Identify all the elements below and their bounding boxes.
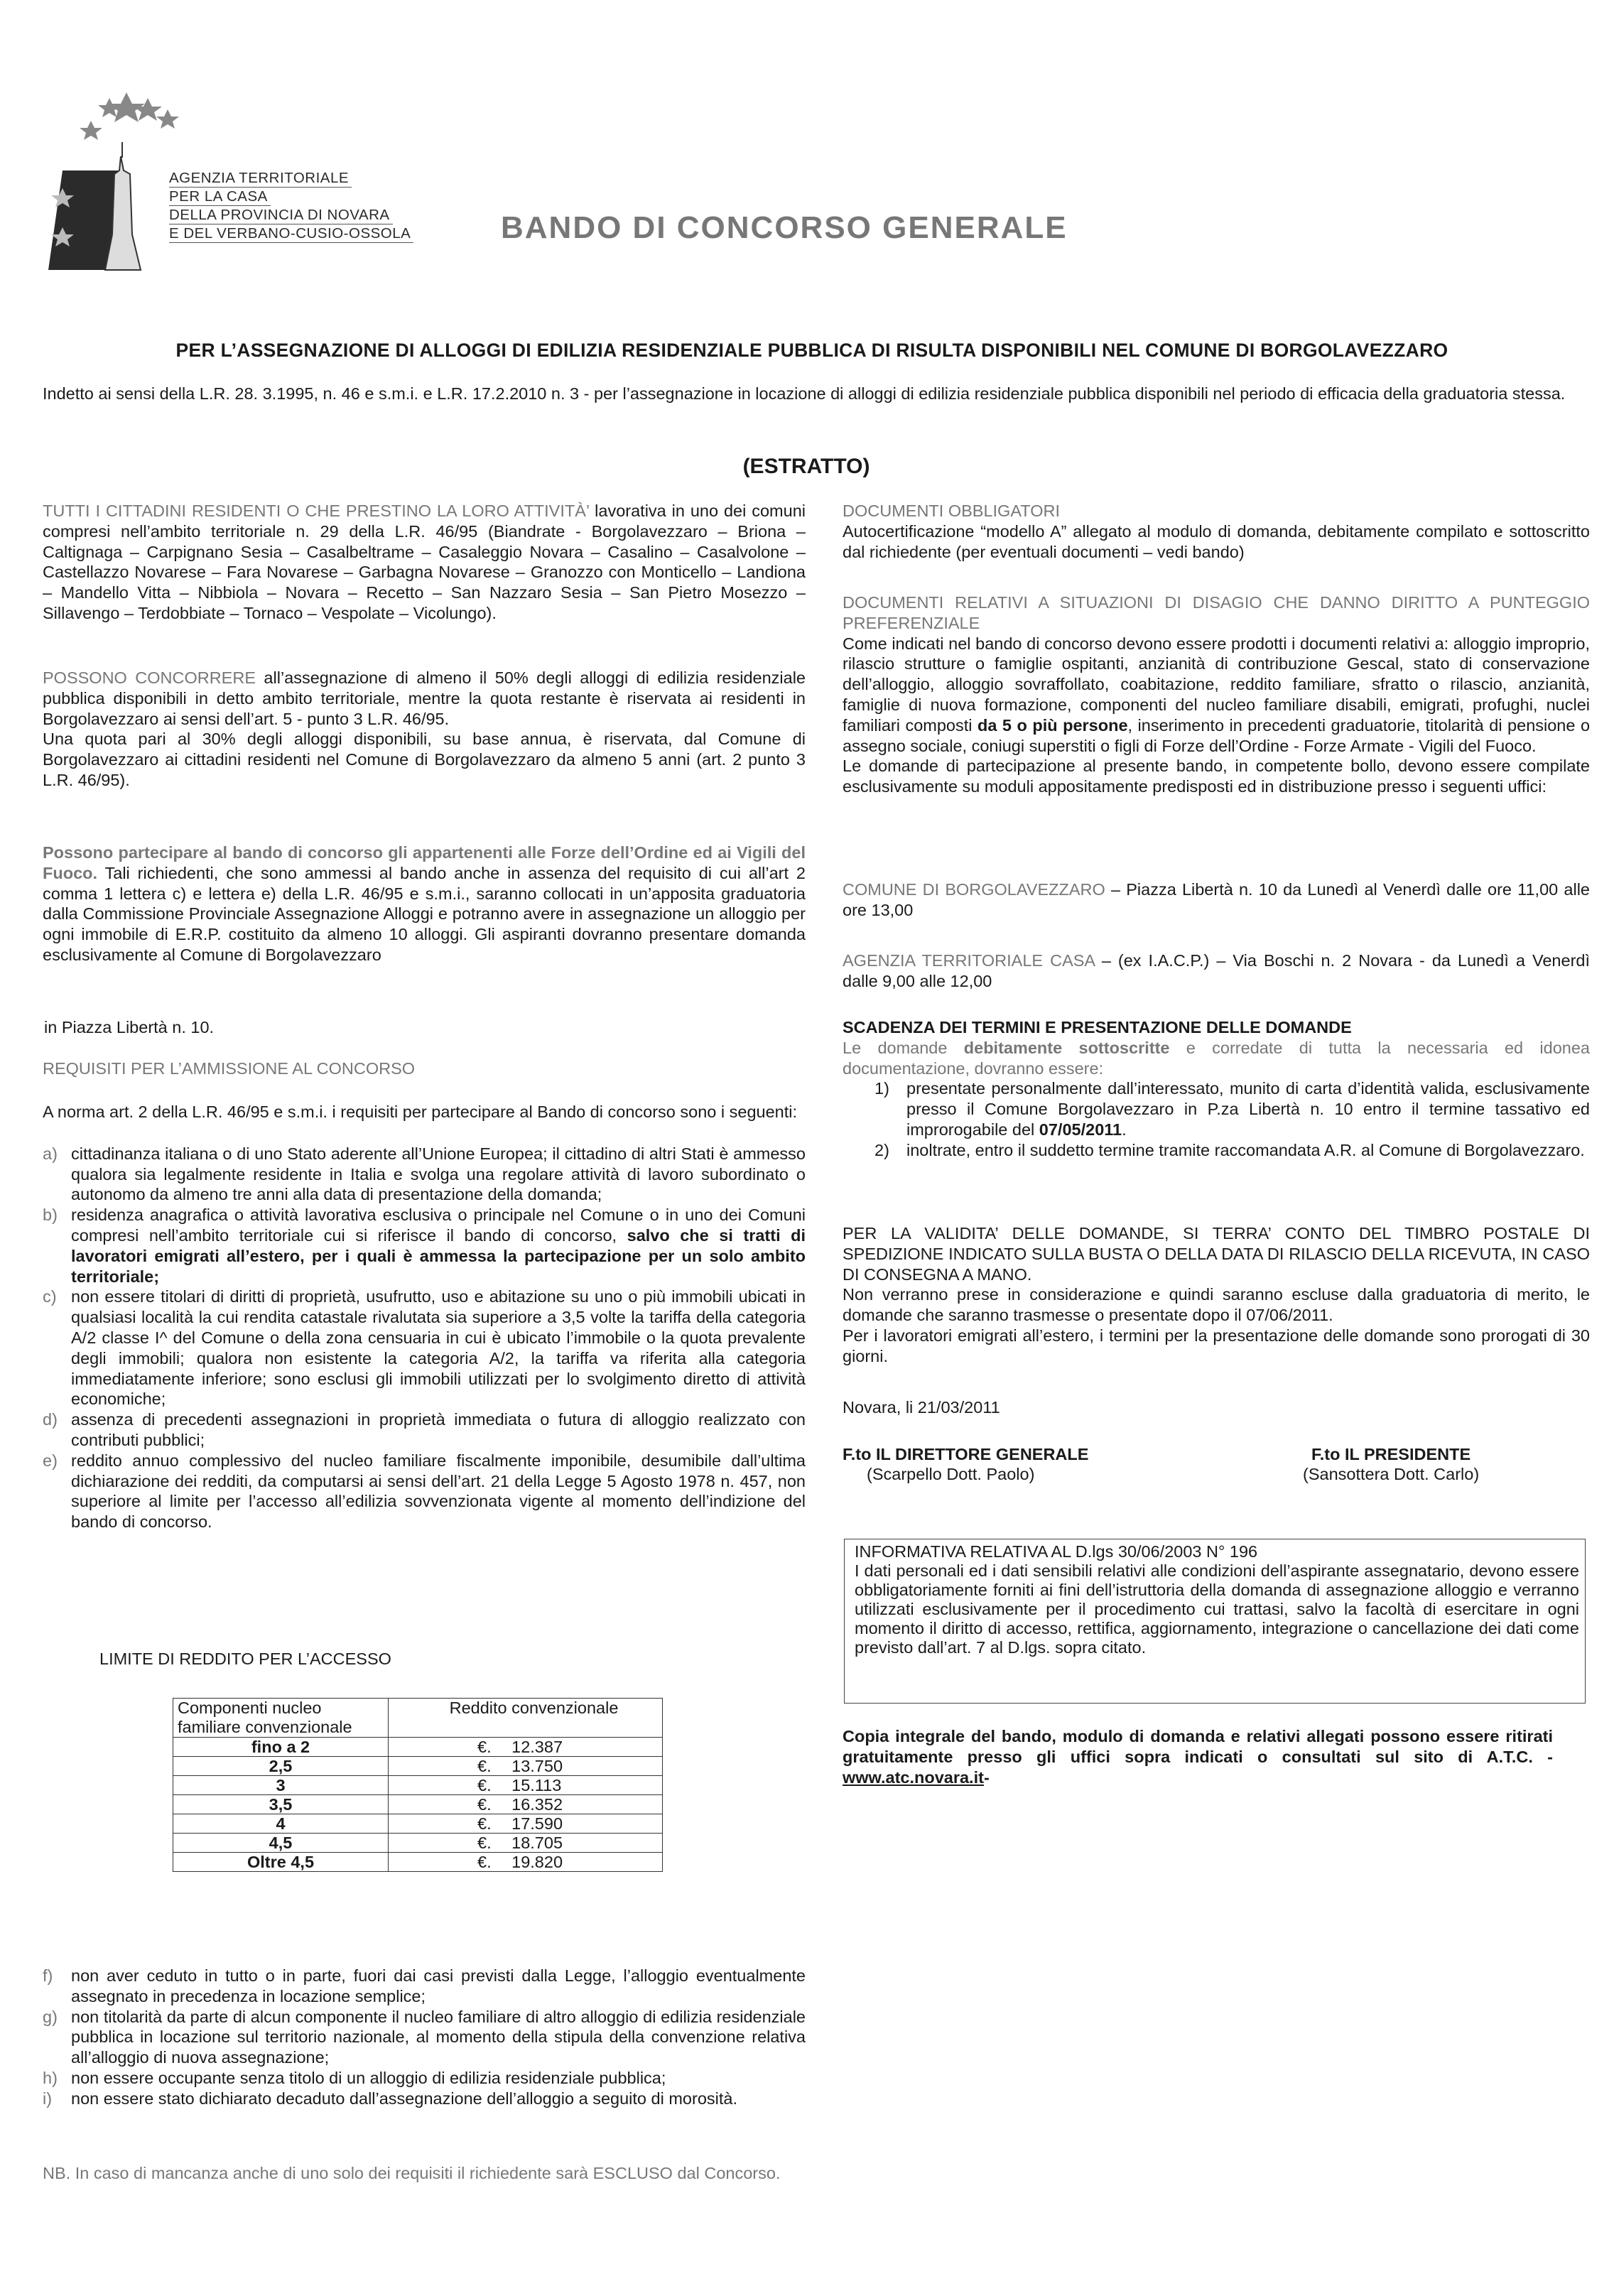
table-header-row xyxy=(173,1699,663,1738)
currency: €. xyxy=(477,1853,492,1871)
requisito-h xyxy=(43,2068,806,2089)
comune-paragraph xyxy=(843,879,1590,921)
table-cell: 4 xyxy=(173,1814,389,1834)
requisito-a xyxy=(43,1144,806,1205)
table-cell: 2,5 xyxy=(173,1757,389,1776)
link-suffix: - xyxy=(983,1767,990,1787)
list-label: e) xyxy=(43,1451,58,1470)
validita-block xyxy=(843,1223,1590,1367)
deadline-date: 07/05/2011 xyxy=(1039,1120,1122,1139)
forze-heading: Possono partecipare al bando di concorso gli appartenenti alle Forze dell’Ordine ed ai Vigili del Fuoco. xyxy=(43,843,806,882)
requisiti-intro: A norma art. 2 della L.R. 46/95 e s.m.i. i requisiti per partecipare al Bando di concorso sono i seguenti: xyxy=(43,1103,797,1121)
list-label: g) xyxy=(43,2007,58,2026)
informativa-heading: INFORMATIVA RELATIVA AL D.lgs 30/06/2003 N° 196 xyxy=(855,1542,1258,1561)
requisiti-block xyxy=(43,1102,806,1532)
currency: €. xyxy=(477,1795,492,1814)
list-text: inoltrate, entro il suddetto termine tramite raccomandata A.R. al Comune di Borgolavezzaro. xyxy=(906,1140,1585,1159)
list-text: cittadinanza italiana o di uno Stato aderente all’Unione Europea; il cittadino di altri Stati è ammesso qualora sia legalmente residente in Italia e svolga una regolare attività di lavoro subordinato o autonomo da almeno tre anni alla data di presentazione della domanda; xyxy=(71,1144,806,1204)
logo-text xyxy=(169,169,413,243)
documenti-body: Autocertificazione “modello A” allegato al modulo di domanda, debitamente compilato e sottoscritto dal richiedente (per eventuali documenti – vedi bando) xyxy=(843,521,1590,561)
forze-paragraph xyxy=(43,843,806,965)
table-cell: 18.705 xyxy=(511,1834,563,1852)
list-text: assenza di precedenti assegnazioni in proprietà immediata o futura di alloggio realizzato con contributi pubblici; xyxy=(71,1410,806,1449)
disagio-text-bold: da 5 o più persone xyxy=(977,715,1128,735)
currency: €. xyxy=(477,1814,492,1833)
list-text: non essere stato dichiarato decaduto dall’assegnazione dell’alloggio a seguito di morosità. xyxy=(71,2089,737,2108)
scadenza-block xyxy=(843,1017,1590,1161)
disagio-text: Come indicati nel bando di concorso devono essere prodotti i documenti relativi a: alloggio improprio, rilascio strutture o famiglie ospitanti, anzianità di contribuzione Gescal, stato di conservazione dell’alloggio, alloggio sovraffollato, coabitazione, reddito familiare, sfratto o rilascio, anzianità, famiglie di nuova formazione, componenti del nucleo familiare disabili, emigrati, profughi, nuclei familiari composti xyxy=(843,634,1590,735)
agenzia-block xyxy=(843,951,1590,992)
logo-emblem-icon xyxy=(41,92,183,277)
tutti-body: lavorativa in uno dei comuni compresi nell’ambito territoriale n. 29 della L.R. 46/95 (Biandrate - Borgolavezzaro – Briona – Caltignaga – Carpignano Sesia – Casalbeltrame – Casaleggio Novara – Casalino – Casalvolone – Castellazzo Novarese – Fara Novarese – Garbagna Novarese – Granozzo con Monticello – Landiona – Mandello Vitta – Nibbiola – Novara – Recetto – San Nazzaro Sesia – San Pietro Mosezzo – Sillavengo – Terdobbiate – Tornaco – Vespolate – Vicolungo). xyxy=(43,502,806,622)
disagio-heading: DOCUMENTI RELATIVI A SITUAZIONI DI DISAGIO CHE DANNO DIRITTO A PUNTEGGIO PREFERENZIALE xyxy=(843,593,1590,632)
currency: €. xyxy=(477,1776,492,1794)
list-text: non titolarità da parte di alcun componente il nucleo familiare di altro alloggio di edilizia residenziale pubblica in locazione sul territorio nazionale, al momento della stipula della convenzione relativa all’alloggio di nuova assegnazione; xyxy=(71,2007,806,2067)
informativa-body: I dati personali ed i dati sensibili relativi alle condizioni dell’aspirante assegnatario, devono essere obbligatoriamente forniti ai fini dell’istruttoria della domanda di assegnazione alloggio e verranno utilizzati esclusivamente per il procedimento cui trattasi, salvo la facoltà di esercitare in ogni momento il diritto di accesso, rettifica, aggiornamento, integrazione o cancellazione dei dati come previsto dall’art. 7 al D.lgs. sopra citato. xyxy=(855,1561,1579,1657)
estratto-heading: (ESTRATTO) xyxy=(742,455,870,478)
logo-line: E DEL VERBANO-CUSIO-OSSOLA xyxy=(169,224,413,243)
list-label: a) xyxy=(43,1144,58,1163)
table-cell: 15.113 xyxy=(511,1776,562,1794)
table-row xyxy=(173,1795,663,1814)
list-label: c) xyxy=(43,1287,57,1306)
table-cell: 17.590 xyxy=(511,1814,563,1833)
list-text: residenza anagrafica o attività lavorativa esclusiva o principale nel Comune o in uno dei Comuni compresi nell’ambito territoriale cui si riferisce il bando di concorso, xyxy=(71,1206,806,1245)
currency: €. xyxy=(477,1834,492,1852)
list-label: 2) xyxy=(874,1140,889,1159)
table-row xyxy=(173,1776,663,1795)
scadenza-text: e corredate di tutta la necessaria ed idonea documentazione, dovranno essere: xyxy=(843,1038,1590,1078)
table-cell: 13.750 xyxy=(511,1757,563,1775)
disagio-block xyxy=(843,592,1590,797)
scadenza-heading: SCADENZA DEI TERMINI E PRESENTAZIONE DELLE DOMANDE xyxy=(843,1018,1352,1036)
table-cell: 16.352 xyxy=(511,1795,563,1814)
copia-block xyxy=(843,1726,1553,1787)
logo-line: PER LA CASA xyxy=(169,188,271,206)
agenzia-text: – (ex I.A.C.P.) – Via Boschi n. 2 Novara - da Lunedì a Venerdì dalle 9,00 alle 12,00 xyxy=(843,951,1590,990)
logo-line: AGENZIA TERRITORIALE xyxy=(169,169,352,188)
piazza-text: in Piazza Libertà n. 10. xyxy=(44,1018,215,1036)
currency: €. xyxy=(477,1738,492,1756)
informativa-box xyxy=(844,1539,1586,1704)
table-cell: 12.387 xyxy=(511,1738,563,1756)
table-cell: 3 xyxy=(173,1776,389,1795)
forze-body: Tali richiedenti, che sono ammessi al bando anche in assenza del requisito di cui all’art 2 comma 1 lettera c) e lettera e) della L.R. 46/95 e s.m.i., saranno collocati in un’apposita graduatoria dalla Commissione Provinciale Assegnazione Alloggi e potranno avere in assegnazione un alloggio per ogni immobile di E.R.P. costituito da almeno 10 alloggi. Gli aspiranti dovranno presentare domanda esclusivamente al Comune di Borgolavezzaro xyxy=(43,863,806,964)
piazza-line xyxy=(43,1017,806,1038)
list-label: i) xyxy=(43,2089,53,2108)
copia-text: Copia integrale del bando, modulo di domanda e relativi allegati possono essere ritirati gratuitamente presso gli uffici sopra indicati o consultati sul sito di A.T.C. - xyxy=(843,1727,1553,1766)
documenti-block xyxy=(843,501,1590,562)
requisito-f xyxy=(43,1966,806,2007)
requisito-b xyxy=(43,1205,806,1287)
quota-paragraph: Una quota pari al 30% degli alloggi disponibili, su base annua, è riservata, dal Comune di Borgolavezzaro ai cittadini residenti nel Comune di Borgolavezzaro da almeno 5 anni (art. 2 punto 3 L.R. 46/95). xyxy=(43,730,806,789)
requisiti-heading: REQUISITI PER L’AMMISSIONE AL CONCORSO xyxy=(43,1059,416,1078)
list-label: f) xyxy=(43,1966,53,1985)
comune-text: – Piazza Libertà n. 10 da Lunedì al Venerdì dalle ore 11,00 alle ore 13,00 xyxy=(843,880,1590,919)
emigrati-paragraph: Per i lavoratori emigrati all’estero, i termini per la presentazione delle domande sono prorogati di 30 giorni. xyxy=(843,1326,1590,1365)
domande-paragraph: Le domande di partecipazione al presente bando, in competente bollo, devono essere compilate esclusivamente su moduli appositamente predisposti ed in distribuzione presso i seguenti uffici: xyxy=(843,757,1590,796)
signature-director-title: F.to IL DIRETTORE GENERALE xyxy=(843,1445,1089,1463)
documenti-heading: DOCUMENTI OBBLIGATORI xyxy=(843,502,1060,520)
table-row xyxy=(173,1757,663,1776)
table-row xyxy=(173,1738,663,1757)
table-cell: 4,5 xyxy=(173,1834,389,1853)
possono-body: all’assegnazione di almeno il 50% degli alloggi di edilizia residenziale pubblica disponibili in detto ambito territoriale, mentre la quota restante è riservata ai residenti in Borgolavezzaro ai sensi dell’art. 5 - punto 3 L.R. 46/95. xyxy=(43,668,806,728)
list-label: d) xyxy=(43,1410,58,1429)
list-label: h) xyxy=(43,2068,58,2087)
requisito-c xyxy=(43,1287,806,1409)
table-header: Componenti nucleo familiare convenzionale xyxy=(173,1699,389,1738)
requisiti-block-2 xyxy=(43,1966,806,2109)
table-row xyxy=(173,1853,663,1872)
period: . xyxy=(1122,1120,1127,1139)
scadenza-item-2 xyxy=(843,1140,1590,1161)
indetto-paragraph: Indetto ai sensi della L.R. 28. 3.1995, n. 46 e s.m.i. e L.R. 17.2.2010 n. 3 - per l’assegnazione in locazione di alloggi di edilizia residenziale pubblica disponibili nel periodo di efficacia della graduatoria stessa. xyxy=(43,384,1566,403)
requisiti-heading-block xyxy=(43,1058,806,1079)
possono-heading: POSSONO CONCORRERE xyxy=(43,668,256,687)
requisito-d xyxy=(43,1409,806,1451)
page-title: BANDO DI CONCORSO GENERALE xyxy=(501,210,1068,245)
possono-paragraph xyxy=(43,668,806,729)
signature-president-name: (Sansottera Dott. Carlo) xyxy=(1303,1465,1480,1483)
scadenza-text: Le domande xyxy=(843,1038,964,1057)
scadenza-text-bold: debitamente sottoscritte xyxy=(963,1038,1170,1057)
list-label: b) xyxy=(43,1206,58,1225)
disagio-text: , inserimento in precedenti graduatorie, titolarità di pensione o assegno sociale, coniugi superstiti o figli di Forze dell’Ordine - Forze Armate - Vigili del Fuoco. xyxy=(843,715,1591,755)
list-label: 1) xyxy=(874,1079,889,1098)
tutti-paragraph xyxy=(43,501,806,624)
list-text: reddito annuo complessivo del nucleo familiare fiscalmente imponibile, desumibile dall’ultima dichiarazione dei redditi, da computarsi ai sensi dell’art. 21 della Legge 5 Agosto 1978 n. 457, non superiore al limite per l’accesso all’edilizia sovvenzionata vigente al momento dell’indizione del bando di concorso. xyxy=(71,1451,806,1532)
table-header: Reddito convenzionale xyxy=(389,1699,663,1738)
scadenza-item-1 xyxy=(843,1078,1590,1139)
agenzia-heading: AGENZIA TERRITORIALE CASA xyxy=(843,951,1095,970)
scadenza-paragraph xyxy=(843,1038,1590,1079)
requisito-e xyxy=(43,1451,806,1532)
comune-block xyxy=(843,879,1590,921)
nb-note: NB. In caso di mancanza anche di uno solo dei requisiti il richiedente sarà ESCLUSO dal Concorso. xyxy=(43,2164,781,2182)
currency: €. xyxy=(477,1757,492,1775)
limite-heading: LIMITE DI REDDITO PER L’ACCESSO xyxy=(99,1650,391,1668)
comune-heading: COMUNE DI BORGOLAVEZZARO xyxy=(843,880,1105,899)
agenzia-paragraph xyxy=(843,951,1590,992)
table-cell: 3,5 xyxy=(173,1795,389,1814)
validita-paragraph: PER LA VALIDITA’ DELLE DOMANDE, SI TERRA’ CONTO DEL TIMBRO POSTALE DI SPEDIZIONE INDICATO SULLA BUSTA O DELLA DATA DI RILASCIO DELLA RICEVUTA, IN CASO DI CONSEGNA A MANO. xyxy=(843,1224,1590,1284)
subtitle: PER L’ASSEGNAZIONE DI ALLOGGI DI EDILIZIA RESIDENZIALE PUBBLICA DI RISULTA DISPONIBILI NEL COMUNE DI BORGOLAVEZZARO xyxy=(175,340,1448,361)
signature-director-name: (Scarpello Dott. Paolo) xyxy=(867,1465,1035,1483)
requisito-g xyxy=(43,2007,806,2068)
forze-block xyxy=(43,843,806,965)
non-verranno-paragraph: Non verranno prese in considerazione e quindi saranno escluse dalla graduatoria di merito, le domande che saranno trasmesse o presentate dopo il 07/06/2011. xyxy=(843,1285,1590,1325)
list-text: non aver ceduto in tutto o in parte, fuori dai casi previsti dalla Legge, l’alloggio eventualmente assegnato in precedenza in locazione semplice; xyxy=(71,1966,806,2005)
atc-logo xyxy=(41,92,439,277)
list-text-bold: salvo che si tratti di lavoratori emigrati all’estero, per i quali è ammessa la partecipazione per un solo ambito territoriale; xyxy=(71,1225,806,1286)
possono-block xyxy=(43,668,806,791)
income-table xyxy=(173,1698,663,1872)
list-text: presentate personalmente dall’interessato, munito di carta d’identità valida, esclusivamente presso il Comune Borgolavezzaro in P.za Libertà n. 10 entro il termine tassativo ed improrogabile del xyxy=(906,1079,1590,1139)
list-text: non essere occupante senza titolo di un alloggio di edilizia residenziale pubblica; xyxy=(71,2068,666,2087)
nb-block xyxy=(43,2163,806,2184)
left-column xyxy=(43,501,806,624)
disagio-paragraph xyxy=(843,634,1590,757)
tutti-heading: TUTTI I CITTADINI RESIDENTI O CHE PRESTINO LA LORO ATTIVITÀ’ xyxy=(43,502,590,520)
table-cell: Oltre 4,5 xyxy=(173,1853,389,1872)
copia-paragraph xyxy=(843,1726,1553,1787)
logo-line: DELLA PROVINCIA DI NOVARA xyxy=(169,206,393,224)
table-row xyxy=(173,1814,663,1834)
table-cell: fino a 2 xyxy=(173,1738,389,1757)
table-row xyxy=(173,1834,663,1853)
requisito-i xyxy=(43,2089,806,2109)
table-cell: 19.820 xyxy=(511,1853,563,1871)
date-line: Novara, li 21/03/2011 xyxy=(843,1398,1000,1417)
list-text: non essere titolari di diritti di proprietà, usufrutto, uso e abitazione su uno o più immobili ubicati in qualsiasi località la cui rendita catastale rivalutata sia superiore a 3,5 volte la tariffa della categoria A/2 classe I^ del Comune o della zona censuaria in cui è ubicato l’immobile o la quota prevalente degli immobili; qualora non esistente la categoria A/2, la tariffa va riferita alla categoria immediatamente inferiore; sono esclusi gli immobili utilizzati per lo svolgimento diretto di attività economiche; xyxy=(71,1287,806,1409)
signature-president-title: F.to IL PRESIDENTE xyxy=(1311,1445,1471,1463)
atc-website-link[interactable]: www.atc.novara.it xyxy=(843,1767,984,1787)
